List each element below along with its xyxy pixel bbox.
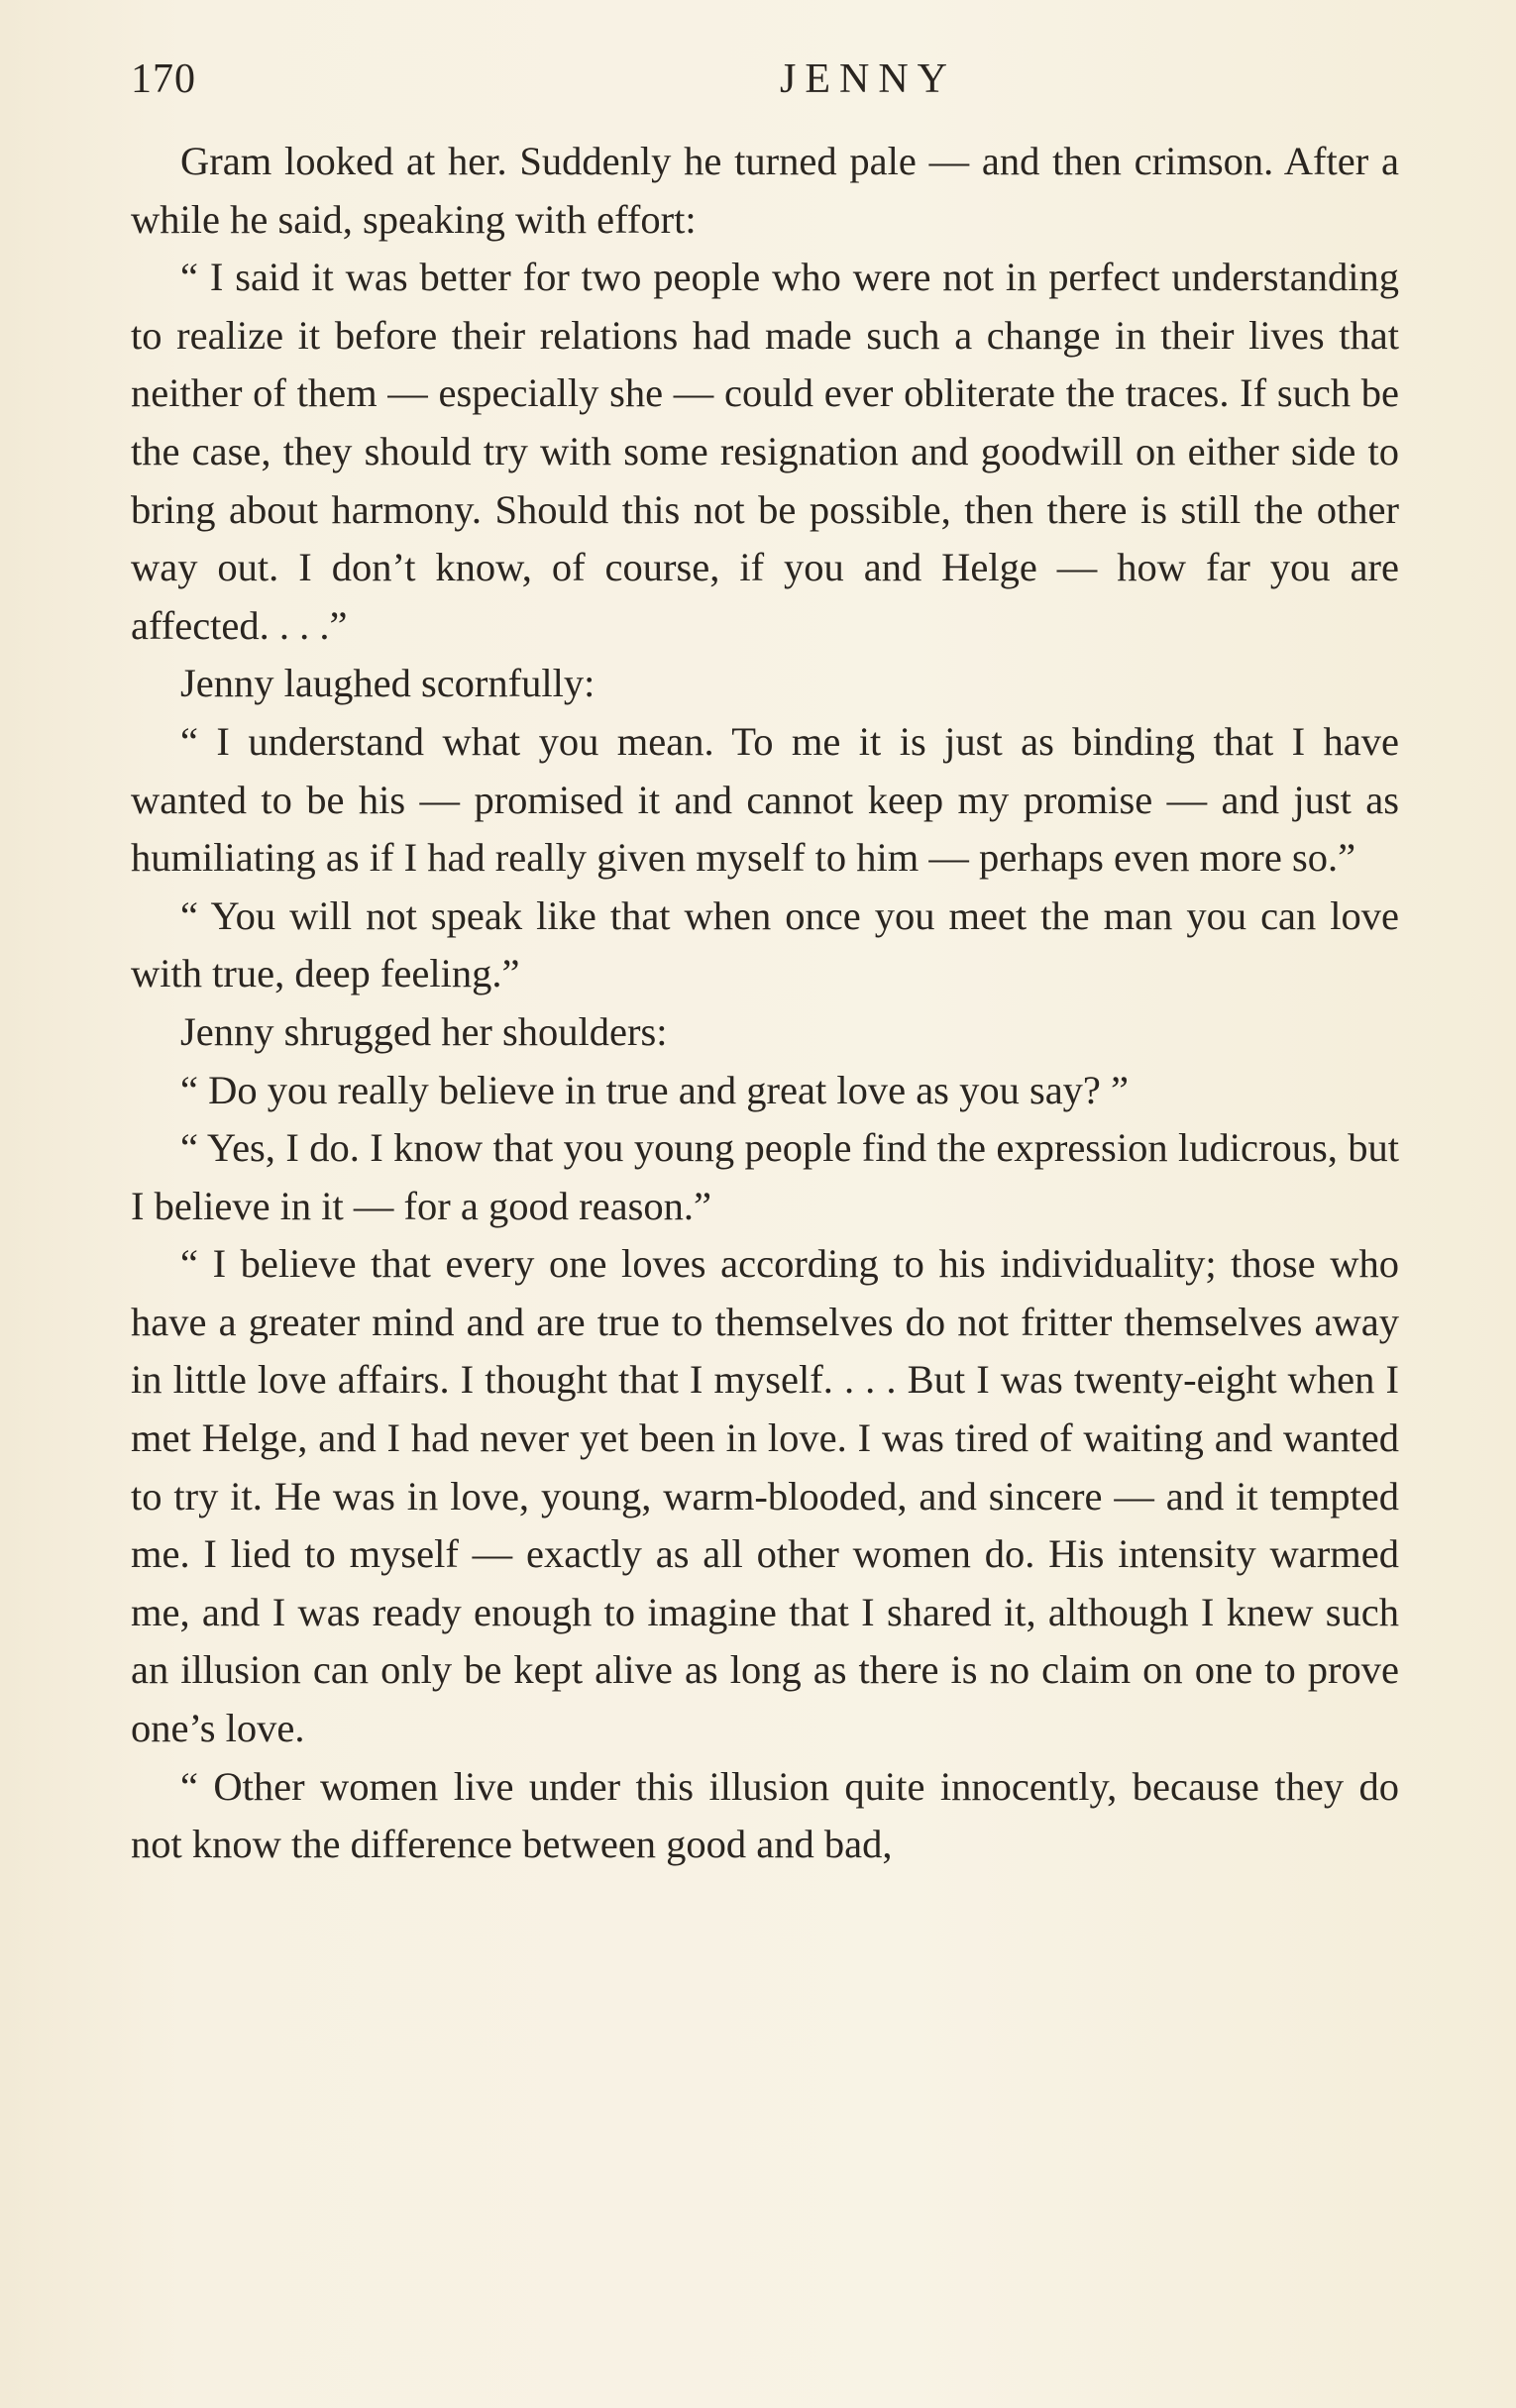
paragraph: “ Other women live under this illusion quite innocently, because they do not know the difference between good and bad,	[131, 1763, 1399, 1867]
running-title: JENNY	[780, 56, 956, 102]
text-body	[131, 133, 1399, 1874]
paragraph: “ I said it was better for two people who were not in perfect understanding to realize it before their relations had made such a change in their lives that neither of them — especially she — could ever obliterate the traces. If such be the case, they should try with some resignation and goodwill on either side to bring about harmony. Should this not be possible, then there is still the other way out. I don’t know, of course, if you and Helge — how far you are affected. . . .”	[131, 255, 1399, 648]
page-number: 170	[131, 56, 196, 102]
paragraph: “ I believe that every one loves according to his individuality; those who have a greater mind and are true to themselves do not fritter themselves away in little love affairs. I thought that I myself. . . . But I was twenty-eight when I met Helge, and I had never yet been in love. I was tired of waiting and wanted to try it. He was in love, young, warm-blooded, and sincere — and it tempted me. I lied to myself — exactly as all other women do. His intensity warmed me, and I was ready enough to imagine that I shared it, although I knew such an illusion can only be kept alive as long as there is no claim on one to prove one’s love.	[131, 1241, 1399, 1751]
paragraph: Gram looked at her. Suddenly he turned pale — and then crimson. After a while he said, speaking with effort:	[131, 139, 1399, 242]
paragraph: “ I understand what you mean. To me it is just as binding that I have wanted to be his — promised it and cannot keep my promise — and just as humiliating as if I had really given myself to him — perhaps even more so.”	[131, 718, 1399, 881]
running-head	[131, 55, 1399, 115]
paragraph: “ You will not speak like that when once you meet the man you can love with true, deep feeling.”	[131, 892, 1399, 996]
paragraph: Jenny shrugged her shoulders:	[180, 1008, 668, 1054]
paragraph: “ Yes, I do. I know that you young people find the expression ludicrous, but I believe in it — for a good reason.”	[131, 1125, 1399, 1228]
paragraph: Jenny laughed scornfully:	[180, 661, 596, 706]
paragraph: “ Do you really believe in true and great love as you say? ”	[180, 1067, 1130, 1112]
